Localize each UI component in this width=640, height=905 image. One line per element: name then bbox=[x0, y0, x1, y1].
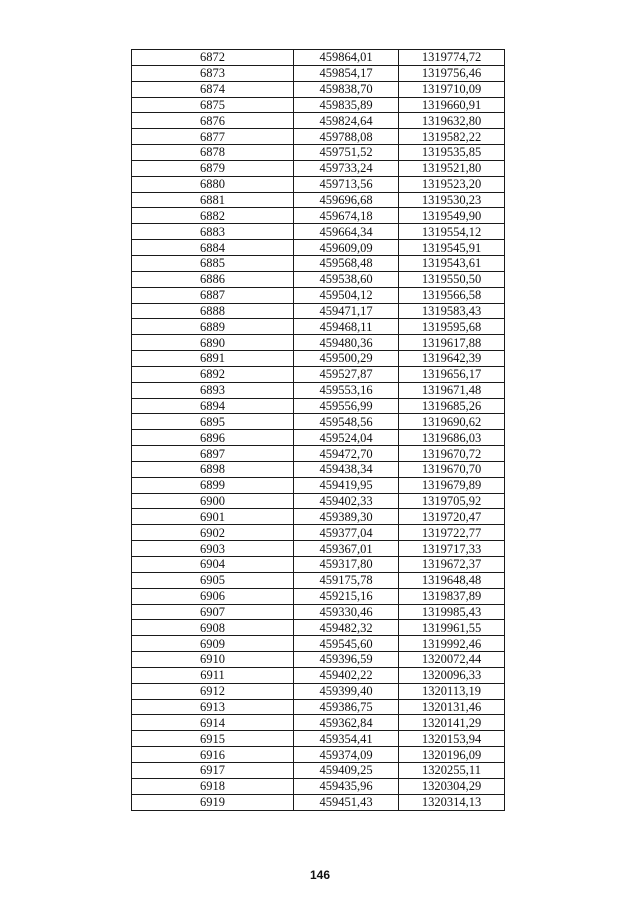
point-number-cell: 6904 bbox=[132, 557, 294, 573]
point-number-cell: 6877 bbox=[132, 129, 294, 145]
point-number-cell: 6902 bbox=[132, 525, 294, 541]
table-row bbox=[132, 541, 505, 557]
y-coordinate-cell: 1320141,29 bbox=[399, 715, 505, 731]
y-coordinate-cell: 1319549,90 bbox=[399, 208, 505, 224]
y-coordinate-cell: 1319720,47 bbox=[399, 509, 505, 525]
y-coordinate-cell: 1320255,11 bbox=[399, 762, 505, 778]
y-coordinate-cell: 1319705,92 bbox=[399, 493, 505, 509]
x-coordinate-cell: 459504,12 bbox=[294, 287, 399, 303]
table-row bbox=[132, 145, 505, 161]
table-row bbox=[132, 335, 505, 351]
table-row bbox=[132, 319, 505, 335]
point-number-cell: 6915 bbox=[132, 731, 294, 747]
y-coordinate-cell: 1319660,91 bbox=[399, 97, 505, 113]
point-number-cell: 6897 bbox=[132, 446, 294, 462]
point-number-cell: 6911 bbox=[132, 667, 294, 683]
point-number-cell: 6880 bbox=[132, 176, 294, 192]
table-row bbox=[132, 430, 505, 446]
y-coordinate-cell: 1319722,77 bbox=[399, 525, 505, 541]
table-row bbox=[132, 477, 505, 493]
point-number-cell: 6900 bbox=[132, 493, 294, 509]
table-row bbox=[132, 778, 505, 794]
table-row bbox=[132, 398, 505, 414]
x-coordinate-cell: 459713,56 bbox=[294, 176, 399, 192]
y-coordinate-cell: 1320072,44 bbox=[399, 652, 505, 668]
x-coordinate-cell: 459402,22 bbox=[294, 667, 399, 683]
table-row bbox=[132, 461, 505, 477]
x-coordinate-cell: 459838,70 bbox=[294, 81, 399, 97]
table-row bbox=[132, 287, 505, 303]
point-number-cell: 6891 bbox=[132, 351, 294, 367]
x-coordinate-cell: 459824,64 bbox=[294, 113, 399, 129]
y-coordinate-cell: 1319671,48 bbox=[399, 382, 505, 398]
point-number-cell: 6875 bbox=[132, 97, 294, 113]
table-row bbox=[132, 81, 505, 97]
table-row bbox=[132, 366, 505, 382]
y-coordinate-cell: 1319717,33 bbox=[399, 541, 505, 557]
x-coordinate-cell: 459468,11 bbox=[294, 319, 399, 335]
table-row bbox=[132, 65, 505, 81]
x-coordinate-cell: 459548,56 bbox=[294, 414, 399, 430]
x-coordinate-cell: 459556,99 bbox=[294, 398, 399, 414]
point-number-cell: 6878 bbox=[132, 145, 294, 161]
x-coordinate-cell: 459835,89 bbox=[294, 97, 399, 113]
y-coordinate-cell: 1320196,09 bbox=[399, 747, 505, 763]
table-row bbox=[132, 160, 505, 176]
y-coordinate-cell: 1319632,80 bbox=[399, 113, 505, 129]
y-coordinate-cell: 1319521,80 bbox=[399, 160, 505, 176]
x-coordinate-cell: 459751,52 bbox=[294, 145, 399, 161]
point-number-cell: 6912 bbox=[132, 683, 294, 699]
x-coordinate-cell: 459399,40 bbox=[294, 683, 399, 699]
x-coordinate-cell: 459568,48 bbox=[294, 255, 399, 271]
y-coordinate-cell: 1319837,89 bbox=[399, 588, 505, 604]
table-row bbox=[132, 493, 505, 509]
x-coordinate-cell: 459480,36 bbox=[294, 335, 399, 351]
y-coordinate-cell: 1320131,46 bbox=[399, 699, 505, 715]
point-number-cell: 6874 bbox=[132, 81, 294, 97]
y-coordinate-cell: 1319656,17 bbox=[399, 366, 505, 382]
y-coordinate-cell: 1320314,13 bbox=[399, 794, 505, 810]
point-number-cell: 6919 bbox=[132, 794, 294, 810]
y-coordinate-cell: 1319543,61 bbox=[399, 255, 505, 271]
point-number-cell: 6883 bbox=[132, 224, 294, 240]
x-coordinate-cell: 459409,25 bbox=[294, 762, 399, 778]
table-row bbox=[132, 97, 505, 113]
x-coordinate-cell: 459733,24 bbox=[294, 160, 399, 176]
point-number-cell: 6918 bbox=[132, 778, 294, 794]
x-coordinate-cell: 459362,84 bbox=[294, 715, 399, 731]
x-coordinate-cell: 459215,16 bbox=[294, 588, 399, 604]
point-number-cell: 6882 bbox=[132, 208, 294, 224]
point-number-cell: 6876 bbox=[132, 113, 294, 129]
y-coordinate-cell: 1319554,12 bbox=[399, 224, 505, 240]
x-coordinate-cell: 459788,08 bbox=[294, 129, 399, 145]
point-number-cell: 6881 bbox=[132, 192, 294, 208]
table-row bbox=[132, 351, 505, 367]
table-row bbox=[132, 446, 505, 462]
x-coordinate-cell: 459175,78 bbox=[294, 572, 399, 588]
point-number-cell: 6913 bbox=[132, 699, 294, 715]
y-coordinate-cell: 1319550,50 bbox=[399, 271, 505, 287]
point-number-cell: 6895 bbox=[132, 414, 294, 430]
y-coordinate-cell: 1319523,20 bbox=[399, 176, 505, 192]
y-coordinate-cell: 1319679,89 bbox=[399, 477, 505, 493]
y-coordinate-cell: 1319774,72 bbox=[399, 50, 505, 66]
table-row bbox=[132, 414, 505, 430]
table-row bbox=[132, 129, 505, 145]
table-row bbox=[132, 255, 505, 271]
point-number-cell: 6916 bbox=[132, 747, 294, 763]
y-coordinate-cell: 1320153,94 bbox=[399, 731, 505, 747]
point-number-cell: 6892 bbox=[132, 366, 294, 382]
x-coordinate-cell: 459396,59 bbox=[294, 652, 399, 668]
table-row bbox=[132, 683, 505, 699]
point-number-cell: 6896 bbox=[132, 430, 294, 446]
x-coordinate-cell: 459854,17 bbox=[294, 65, 399, 81]
table-row bbox=[132, 271, 505, 287]
x-coordinate-cell: 459500,29 bbox=[294, 351, 399, 367]
x-coordinate-cell: 459386,75 bbox=[294, 699, 399, 715]
table-row bbox=[132, 382, 505, 398]
x-coordinate-cell: 459317,80 bbox=[294, 557, 399, 573]
table-row bbox=[132, 525, 505, 541]
x-coordinate-cell: 459538,60 bbox=[294, 271, 399, 287]
y-coordinate-cell: 1319566,58 bbox=[399, 287, 505, 303]
y-coordinate-cell: 1319686,03 bbox=[399, 430, 505, 446]
x-coordinate-cell: 459402,33 bbox=[294, 493, 399, 509]
point-number-cell: 6899 bbox=[132, 477, 294, 493]
y-coordinate-cell: 1319685,26 bbox=[399, 398, 505, 414]
y-coordinate-cell: 1319535,85 bbox=[399, 145, 505, 161]
point-number-cell: 6905 bbox=[132, 572, 294, 588]
point-number-cell: 6903 bbox=[132, 541, 294, 557]
y-coordinate-cell: 1320113,19 bbox=[399, 683, 505, 699]
point-number-cell: 6873 bbox=[132, 65, 294, 81]
point-number-cell: 6893 bbox=[132, 382, 294, 398]
table-row bbox=[132, 667, 505, 683]
x-coordinate-cell: 459674,18 bbox=[294, 208, 399, 224]
x-coordinate-cell: 459377,04 bbox=[294, 525, 399, 541]
x-coordinate-cell: 459545,60 bbox=[294, 636, 399, 652]
table-row bbox=[132, 620, 505, 636]
x-coordinate-cell: 459389,30 bbox=[294, 509, 399, 525]
table-row bbox=[132, 509, 505, 525]
point-number-cell: 6901 bbox=[132, 509, 294, 525]
x-coordinate-cell: 459482,32 bbox=[294, 620, 399, 636]
coordinates-table-body bbox=[132, 50, 505, 811]
point-number-cell: 6889 bbox=[132, 319, 294, 335]
table-row bbox=[132, 588, 505, 604]
y-coordinate-cell: 1319617,88 bbox=[399, 335, 505, 351]
point-number-cell: 6890 bbox=[132, 335, 294, 351]
y-coordinate-cell: 1319756,46 bbox=[399, 65, 505, 81]
y-coordinate-cell: 1319595,68 bbox=[399, 319, 505, 335]
table-row bbox=[132, 747, 505, 763]
y-coordinate-cell: 1319961,55 bbox=[399, 620, 505, 636]
x-coordinate-cell: 459472,70 bbox=[294, 446, 399, 462]
page-number: 146 bbox=[309, 868, 331, 882]
x-coordinate-cell: 459367,01 bbox=[294, 541, 399, 557]
coordinates-table bbox=[131, 49, 505, 811]
y-coordinate-cell: 1319710,09 bbox=[399, 81, 505, 97]
table-row bbox=[132, 794, 505, 810]
y-coordinate-cell: 1320096,33 bbox=[399, 667, 505, 683]
table-row bbox=[132, 192, 505, 208]
x-coordinate-cell: 459354,41 bbox=[294, 731, 399, 747]
table-row bbox=[132, 731, 505, 747]
y-coordinate-cell: 1319992,46 bbox=[399, 636, 505, 652]
x-coordinate-cell: 459527,87 bbox=[294, 366, 399, 382]
x-coordinate-cell: 459664,34 bbox=[294, 224, 399, 240]
x-coordinate-cell: 459609,09 bbox=[294, 240, 399, 256]
point-number-cell: 6914 bbox=[132, 715, 294, 731]
x-coordinate-cell: 459330,46 bbox=[294, 604, 399, 620]
point-number-cell: 6888 bbox=[132, 303, 294, 319]
x-coordinate-cell: 459553,16 bbox=[294, 382, 399, 398]
point-number-cell: 6884 bbox=[132, 240, 294, 256]
y-coordinate-cell: 1319545,91 bbox=[399, 240, 505, 256]
table-row bbox=[132, 715, 505, 731]
table-row bbox=[132, 572, 505, 588]
table-row bbox=[132, 557, 505, 573]
table-row bbox=[132, 604, 505, 620]
point-number-cell: 6872 bbox=[132, 50, 294, 66]
y-coordinate-cell: 1319670,72 bbox=[399, 446, 505, 462]
table-row bbox=[132, 240, 505, 256]
point-number-cell: 6879 bbox=[132, 160, 294, 176]
table-row bbox=[132, 636, 505, 652]
point-number-cell: 6906 bbox=[132, 588, 294, 604]
y-coordinate-cell: 1319583,43 bbox=[399, 303, 505, 319]
point-number-cell: 6885 bbox=[132, 255, 294, 271]
x-coordinate-cell: 459435,96 bbox=[294, 778, 399, 794]
point-number-cell: 6909 bbox=[132, 636, 294, 652]
y-coordinate-cell: 1319690,62 bbox=[399, 414, 505, 430]
y-coordinate-cell: 1319672,37 bbox=[399, 557, 505, 573]
point-number-cell: 6898 bbox=[132, 461, 294, 477]
x-coordinate-cell: 459374,09 bbox=[294, 747, 399, 763]
table-row bbox=[132, 176, 505, 192]
table-row bbox=[132, 224, 505, 240]
y-coordinate-cell: 1319985,43 bbox=[399, 604, 505, 620]
point-number-cell: 6917 bbox=[132, 762, 294, 778]
x-coordinate-cell: 459438,34 bbox=[294, 461, 399, 477]
table-row bbox=[132, 303, 505, 319]
y-coordinate-cell: 1319670,70 bbox=[399, 461, 505, 477]
point-number-cell: 6907 bbox=[132, 604, 294, 620]
table-row bbox=[132, 50, 505, 66]
y-coordinate-cell: 1319530,23 bbox=[399, 192, 505, 208]
x-coordinate-cell: 459419,95 bbox=[294, 477, 399, 493]
point-number-cell: 6908 bbox=[132, 620, 294, 636]
point-number-cell: 6886 bbox=[132, 271, 294, 287]
y-coordinate-cell: 1319648,48 bbox=[399, 572, 505, 588]
point-number-cell: 6887 bbox=[132, 287, 294, 303]
table-row bbox=[132, 208, 505, 224]
table-row bbox=[132, 113, 505, 129]
x-coordinate-cell: 459451,43 bbox=[294, 794, 399, 810]
table-row bbox=[132, 762, 505, 778]
point-number-cell: 6910 bbox=[132, 652, 294, 668]
y-coordinate-cell: 1320304,29 bbox=[399, 778, 505, 794]
x-coordinate-cell: 459864,01 bbox=[294, 50, 399, 66]
y-coordinate-cell: 1319582,22 bbox=[399, 129, 505, 145]
table-row bbox=[132, 652, 505, 668]
x-coordinate-cell: 459471,17 bbox=[294, 303, 399, 319]
point-number-cell: 6894 bbox=[132, 398, 294, 414]
table-row bbox=[132, 699, 505, 715]
y-coordinate-cell: 1319642,39 bbox=[399, 351, 505, 367]
x-coordinate-cell: 459696,68 bbox=[294, 192, 399, 208]
x-coordinate-cell: 459524,04 bbox=[294, 430, 399, 446]
